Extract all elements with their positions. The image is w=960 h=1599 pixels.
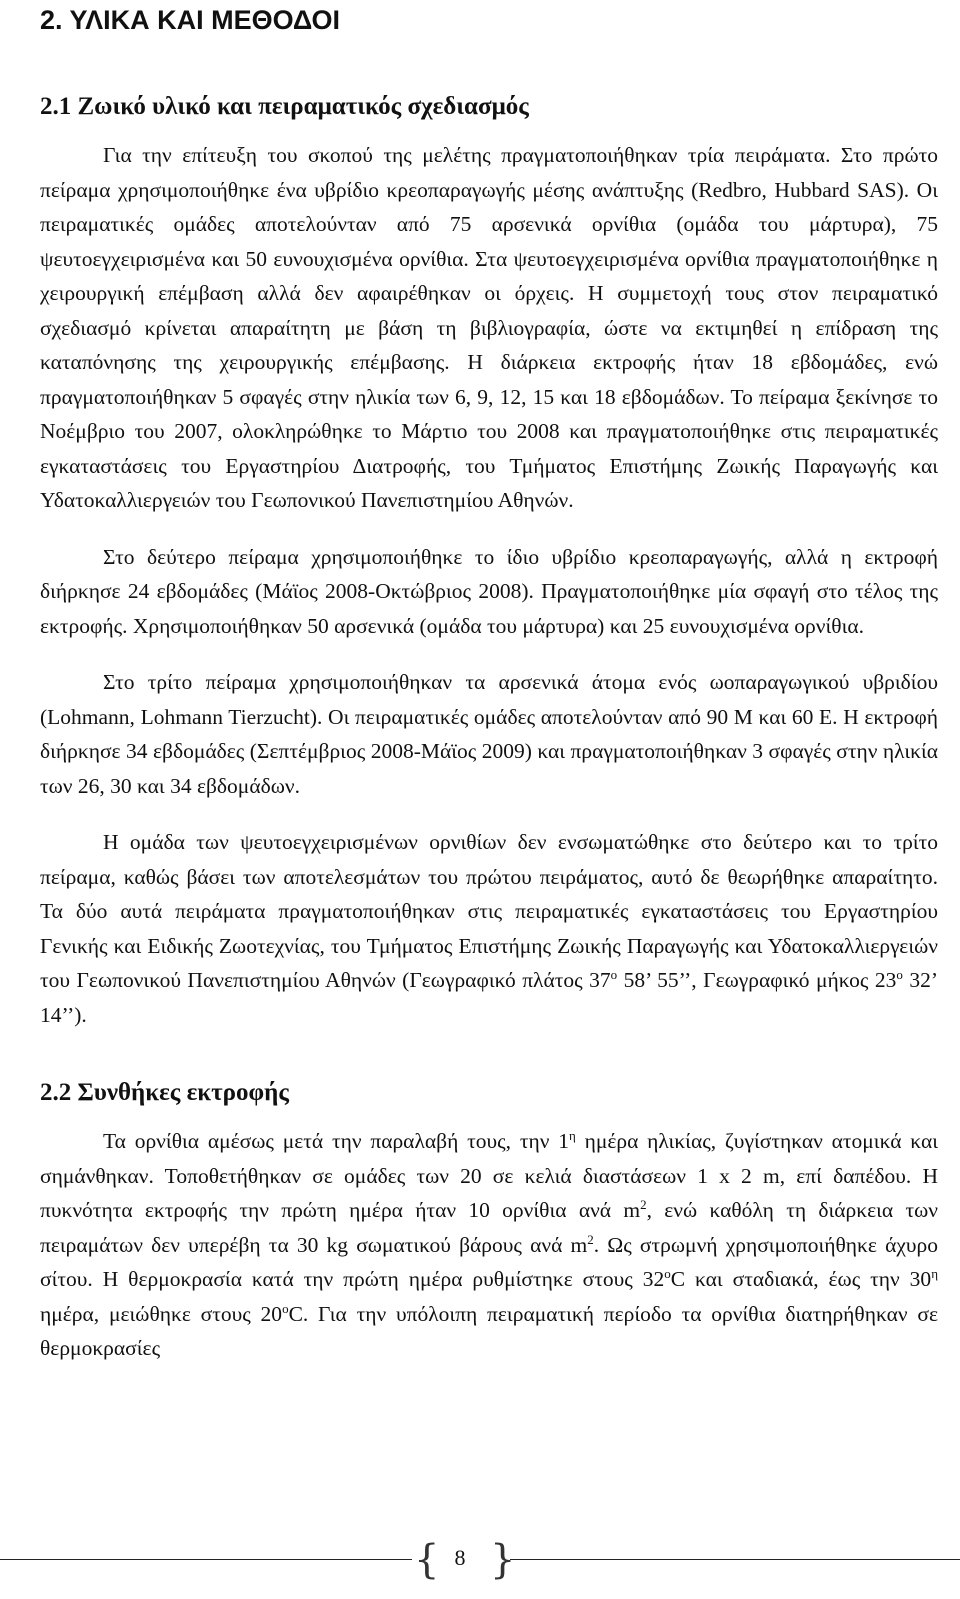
text-run: 32’ 14’’).	[40, 968, 938, 1027]
superscript: η	[568, 1127, 576, 1143]
footer-rule-left	[0, 1559, 412, 1560]
page-footer	[0, 1533, 960, 1593]
text-run: 58’ 55’’, Γεωγραφικό μήκος 23	[617, 968, 897, 992]
superscript: 2	[587, 1231, 594, 1247]
paragraph-rearing-conditions	[40, 1124, 938, 1366]
right-brace-ornament: }	[490, 1537, 516, 1583]
document-page	[40, 0, 938, 1366]
text-run: Η ομάδα των ψευτοεγχειρισμένων ορνιθίων δεν ενσωματώθηκε στο δεύτερο και το τρίτο πείραμα, καθώς βάσει των αποτελεσμάτων του πρώτου πειράματος, αυτό δε θεωρήθηκε απαραίτητο. Τα δύο αυτά πειράματα πραγματοποιήθηκαν στις πειραματικές εγκαταστάσεις του Εργαστηρίου Γενικής και Ειδικής Ζωοτεχνίας, του Τμήματος Επιστήμης Ζωικής Παραγωγής και Υδατοκαλλιεργειών του Γεωπονικού Πανεπιστημίου Αθηνών (Γεωγραφικό πλάτος 37	[40, 830, 938, 992]
text-run: , ενώ καθόλη τη διάρκεια των πειραμάτων δεν υπερέβη τα 30 kg σωματικού βάρους ανά m	[40, 1198, 938, 1257]
paragraph-first-experiment: Για την επίτευξη του σκοπού της μελέτης πραγματοποιήθηκαν τρία πειράματα. Στο πρώτο πείραμα χρησιμοποιήθηκε ένα υβρίδιο κρεοπαραγωγής μέσης ανάπτυξης (Redbro, Hubbard SAS). Οι πειραματικές ομάδες αποτελούνταν από 75 αρσενικά ορνίθια (ομάδα του μάρτυρα), 75 ψευτοεγχειρισμένα και 50 ευνουχισμένα ορνίθια. Στα ψευτοεγχειρισμένα ορνίθια πραγματοποιήθηκε η χειρουργική επέμβαση αλλά δεν αφαιρέθηκαν οι όρχεις. Η συμμετοχή τους στον πειραματικό σχεδιασμό κρίνεται απαραίτητη με βάση τη βιβλιογραφία, ώστε να εκτιμηθεί η επίδραση της καταπόνησης της χειρουργικής επέμβασης. Η διάρκεια εκτροφής ήταν 18 εβδομάδες, ενώ πραγματοποιήθηκαν 5 σφαγές στην ηλικία των 6, 9, 12, 15 και 18 εβδομάδων. Το πείραμα ξεκίνησε το Νοέμβριο του 2007, ολοκληρώθηκε το Μάρτιο του 2008 και πραγματοποιήθηκε στις πειραματικές εγκαταστάσεις του Εργαστηρίου Διατροφής, του Τμήματος Επιστήμης Ζωικής Παραγωγής και Υδατοκαλλιεργειών του Γεωπονικού Πανεπιστημίου Αθηνών.	[40, 143, 938, 512]
footer-rule-right	[510, 1559, 960, 1560]
superscript: 2	[640, 1196, 647, 1212]
superscript: o	[664, 1265, 671, 1281]
superscript: o	[282, 1300, 289, 1316]
page-number: 8	[454, 1545, 466, 1570]
text-run: C και σταδιακά, έως την 30	[670, 1267, 932, 1291]
superscript: ο	[610, 966, 618, 982]
text-run: C. Για την υπόλοιπη πειραματική περίοδο τα ορνίθια διατηρήθηκαν σε θερμοκρασίες	[40, 1301, 938, 1360]
text-run: ημέρα ηλικίας, ζυγίστηκαν ατομικά και σημάνθηκαν. Τοποθετήθηκαν σε ομάδες των 20 σε κελιά διαστάσεων 1 x 2 m, επί δαπέδου. Η πυκνότητα εκτροφής την πρώτη ημέρα ήταν 10 ορνίθια ανά m	[40, 1129, 938, 1222]
left-brace-ornament: {	[414, 1537, 440, 1583]
paragraph-third-experiment: Στο τρίτο πείραμα χρησιμοποιήθηκαν τα αρσενικά άτομα ενός ωοπαραγωγικού υβριδίου (Lohmann, Lohmann Tierzucht). Οι πειραματικές ομάδες αποτελούνταν από 90 Μ και 60 Ε. Η εκτροφή διήρκησε 34 εβδομάδες (Σεπτέμβριος 2008-Μάϊος 2009) και πραγματοποιήθηκαν 3 σφαγές στην ηλικία των 26, 30 και 34 εβδομάδων.	[40, 670, 938, 798]
section-heading-2-1: 2.1 Ζωικό υλικό και πειραματικός σχεδιασμός	[40, 93, 529, 120]
text-run: ημέρα, μειώθηκε στους 20	[40, 1301, 283, 1326]
superscript: η	[931, 1265, 938, 1281]
text-run: . Ως στρωμνή χρησιμοποιήθηκε άχυρο σίτου. Η θερμοκρασία κατά την πρώτη ημέρα ρυθμίστηκε στους 32	[40, 1232, 938, 1291]
superscript: ο	[896, 966, 903, 982]
chapter-heading: 2. ΥΛΙΚΑ ΚΑΙ ΜΕΘΟΔΟΙ	[40, 5, 341, 35]
text-run: Τα ορνίθια αμέσως μετά την παραλαβή τους, την 1	[103, 1129, 569, 1153]
paragraph-location	[40, 825, 938, 1032]
paragraph-second-experiment: Στο δεύτερο πείραμα χρησιμοποιήθηκε το ίδιο υβρίδιο κρεοπαραγωγής, αλλά η εκτροφή διήρκησε 24 εβδομάδες (Μάϊος 2008-Οκτώβριος 2008). Πραγματοποιήθηκε μία σφαγή στο τέλος της εκτροφής. Χρησιμοποιήθηκαν 50 αρσενικά (ομάδα του μάρτυρα) και 25 ευνουχισμένα ορνίθια.	[40, 544, 938, 638]
section-heading-2-2: 2.2 Συνθήκες εκτροφής	[40, 1079, 289, 1106]
